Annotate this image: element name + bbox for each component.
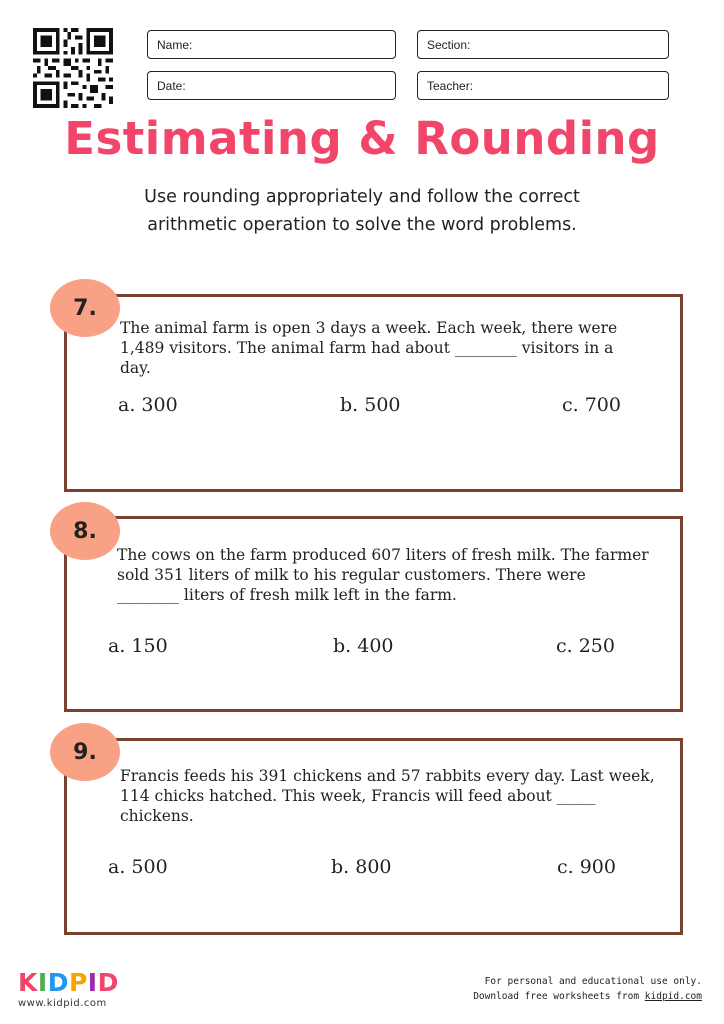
footer-note [473, 974, 702, 1004]
option-c[interactable]: c. 250 [556, 635, 615, 657]
logo-letter: D [97, 968, 119, 997]
question-line: chickens. [120, 807, 194, 825]
name-label: Name: [157, 38, 193, 52]
question-line: The animal farm is open 3 days a week. Each week, there were [120, 319, 618, 337]
instructions-line: arithmetic operation to solve the word problems. [147, 215, 577, 235]
question-line: 114 chicks hatched. This week, Francis will feed about _____ [120, 787, 596, 805]
date-label: Date: [157, 79, 186, 93]
option-c[interactable]: c. 900 [557, 856, 616, 878]
section-label: Section: [427, 38, 471, 52]
logo-wordmark [18, 968, 119, 997]
question-line: day. [120, 359, 151, 377]
question-text [117, 545, 649, 605]
teacher-label: Teacher: [427, 79, 474, 93]
section-field[interactable] [417, 30, 669, 59]
qr-code [33, 28, 113, 108]
option-c[interactable]: c. 700 [562, 394, 621, 416]
page-title: Estimating & Rounding [64, 112, 660, 165]
logo-letter: K [18, 968, 38, 997]
option-a[interactable]: a. 150 [108, 635, 168, 657]
option-b[interactable]: b. 500 [340, 394, 401, 416]
option-b[interactable]: b. 400 [333, 635, 394, 657]
question-number-badge [50, 279, 120, 337]
footer-link[interactable]: kidpid.com [644, 991, 702, 1002]
question-line: 1,489 visitors. The animal farm had about ________ visitors in a [120, 339, 614, 357]
option-b[interactable]: b. 800 [331, 856, 392, 878]
instructions-line: Use rounding appropriately and follow the correct [144, 187, 580, 207]
logo-letter: P [68, 968, 88, 997]
question-number: 7. [73, 295, 97, 321]
footer-line: For personal and educational use only. [484, 976, 702, 987]
question-number: 9. [73, 739, 97, 765]
question-line: ________ liters of fresh milk left in the farm. [117, 586, 457, 604]
logo-letter: I [37, 968, 48, 997]
question-number-badge [50, 502, 120, 560]
date-field[interactable] [147, 71, 396, 100]
name-field[interactable] [147, 30, 396, 59]
question-line: The cows on the farm produced 607 liters of fresh milk. The farmer [117, 546, 649, 564]
option-a[interactable]: a. 300 [118, 394, 178, 416]
question-text [120, 766, 655, 826]
teacher-field[interactable] [417, 71, 669, 100]
question-number: 8. [73, 518, 97, 544]
instructions [90, 183, 634, 239]
logo-letter: I [87, 968, 98, 997]
footer-line [473, 989, 702, 1004]
option-a[interactable]: a. 500 [108, 856, 168, 878]
question-text [120, 318, 617, 378]
question-number-badge [50, 723, 120, 781]
question-line: sold 351 liters of milk to his regular customers. There were [117, 566, 586, 584]
logo-letter: D [47, 968, 69, 997]
logo-url: www.kidpid.com [18, 998, 107, 1009]
kidpid-logo[interactable] [18, 968, 119, 1009]
question-line: Francis feeds his 391 chickens and 57 rabbits every day. Last week, [120, 767, 655, 785]
footer-prefix: Download free worksheets from [473, 991, 645, 1002]
